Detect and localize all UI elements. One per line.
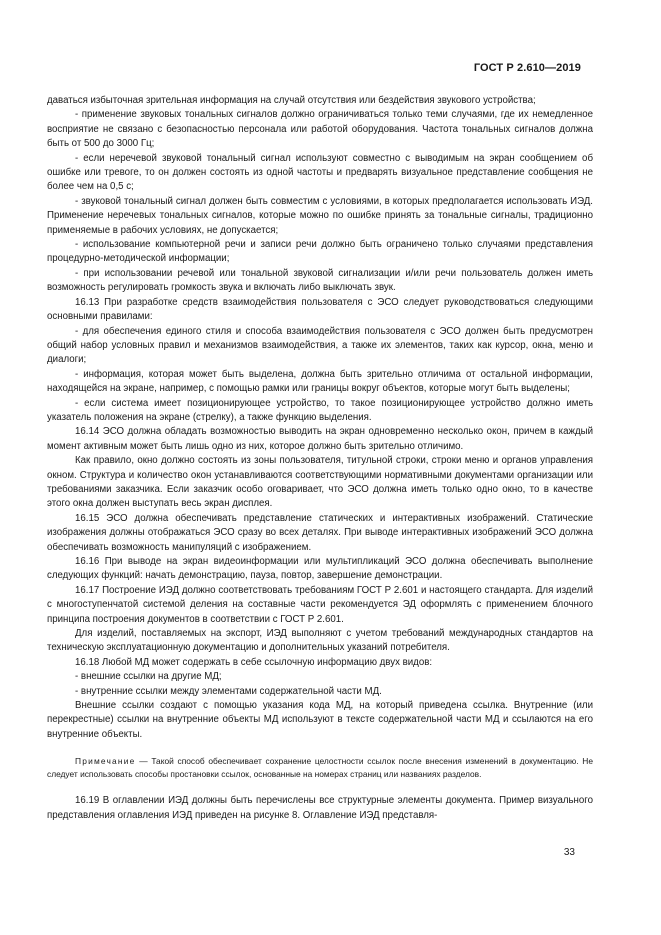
list-item: - при использовании речевой или тональной звуковой сигнализации и/или речи пользователь должен иметь возможность регулировать громкость звука и включать либо выключать звук. <box>47 267 593 294</box>
list-item: - информация, которая может быть выделена, должна быть зрительно отличима от остальной информации, находящейся на экране, например, с помощью рамки или границы вокруг объектов, которые могут быть выделены; <box>47 368 593 395</box>
clause-16-17: 16.17 Построение ИЭД должно соответствовать требованиям ГОСТ Р 2.601 и настоящего стандарта. Для изделий с многоступенчатой системой деления на составные части рекомендуется ЭД оформлять с применением блочного принципа построения документов в соответствии с ГОСТ Р 2.601. <box>47 584 593 625</box>
list-item: - для обеспечения единого стиля и способа взаимодействия пользователя с ЭСО должен быть предусмотрен общий набор условных правил и механизмов взаимодействия, а также их элементов, таких как курсор, окна, меню и диалоги; <box>47 325 593 366</box>
document-header: ГОСТ Р 2.610—2019 <box>473 62 581 74</box>
clause-16-14: 16.14 ЭСО должна обладать возможностью выводить на экран одновременно несколько окон, причем в каждый момент активным может быть лишь одно из них, которое должно быть зрительно отличимо. <box>47 426 593 452</box>
list-item: - внутренние ссылки между элементами содержательной части МД. <box>75 685 382 697</box>
clause-16-16: 16.16 При выводе на экран видеоинформации или мультипликаций ЭСО должна обеспечивать выполнение следующих функций: начать демонстрацию, пауза, повтор, завершение демонстрации. <box>47 556 593 582</box>
page-number: 33 <box>563 847 575 858</box>
list-item: - если система имеет позиционирующее устройство, то такое позиционирующее устройство должно иметь указатель положения на экране (стрелку), а также функцию выделения. <box>47 397 593 423</box>
note-label: Примечание <box>75 756 136 767</box>
paragraph: даваться избыточная зрительная информация на случай отсутствия или бездействия звукового устройства; <box>47 95 536 106</box>
list-item: - звуковой тональный сигнал должен быть совместим с условиями, в которых предполагается использовать ИЭД. Применение неречевых тональных сигналов, которые можно по ошибке принять за тональные сигналы, традиционно применяемые в рабочих условиях, не допускается; <box>47 195 593 236</box>
clause-16-15: 16.15 ЭСО должна обеспечивать представление статических и интерактивных изображений. Статические изображения должны отображаться ЭСО сразу во всех деталях. При выводе интерактивных изображений ЭСО должна обеспечивать возможность манипуляций с изображением. <box>47 512 593 553</box>
note-text: — Такой способ обеспечивает сохранение целостности ссылок после внесения изменений в документацию. Не следует использовать способы простановки ссылок, основанные на номерах страниц или названиях разделов. <box>47 756 593 780</box>
list-item: - применение звуковых тональных сигналов должно ограничиваться только теми случаями, где их немедленное восприятие не связано с безопасностью персонала или работой оборудования. Частота тональных сигналов должна быть от 500 до 3000 Гц; <box>47 109 593 150</box>
list-item: - внешние ссылки на другие МД; <box>75 671 222 683</box>
paragraph: Как правило, окно должно состоять из зоны пользователя, титульной строки, строки меню и органов управления окном. Структура и количество окон устанавливаются соответствующими нормативными документами организации или требованиями заказчика. Если заказчик особо оговаривает, что ЭСО должна иметь только одно окно, то в качестве этого окна должен выступать весь экран дисплея. <box>47 455 593 510</box>
clause-16-19: 16.19 В оглавлении ИЭД должны быть перечислены все структурные элементы документа. Пример визуального представления оглавления ИЭД приведен на рисунке 8. Оглавление ИЭД представля- <box>47 795 593 821</box>
list-item: - если неречевой звуковой тональный сигнал используют совместно с выводимым на экран сообщением об ошибке или тревоге, то он должен состоять из одной частоты и предварять визуальное представление сообщения не более чем на 0,5 с; <box>47 152 593 193</box>
document-body <box>47 94 593 823</box>
list-item: - использование компьютерной речи и записи речи должно быть ограничено только случаями представления процедурно-методической информации; <box>47 239 593 265</box>
note <box>47 755 593 781</box>
clause-16-18: 16.18 Любой МД может содержать в себе ссылочную информацию двух видов: <box>75 656 433 668</box>
paragraph: Для изделий, поставляемых на экспорт, ИЭД выполняют с учетом требований международных стандартов на техническую эксплуатационную документацию и дополнительных указаний потребителя. <box>47 628 593 654</box>
clause-16-13: 16.13 При разработке средств взаимодействия пользователя с ЭСО следует руководствоваться следующими основными правилами: <box>47 296 593 323</box>
paragraph: Внешние ссылки создают с помощью указания кода МД, на который приведена ссылка. Внутренние (или перекрестные) ссылки на внутренние объекты МД используют в тексте содержательной части МД и ссылаются на его внутренние объекты. <box>47 700 593 740</box>
